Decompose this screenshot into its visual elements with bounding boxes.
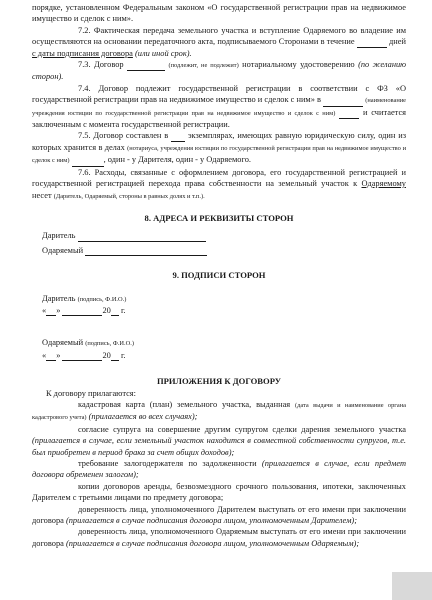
paragraph-7-4: 7.4. Договор подлежит государственной регистрации в соответствии с ФЗ «О государственной регистрации прав на недвижимое имущество и сделок с ним» в (наименование учреждения юстиции по государственной регистрации прав на недвижимое имущество и сделок с ним) и считается заключенным с момента государственной регистрации. (32, 83, 407, 130)
appendix-item-1: кадастровая карта (план) земельного участка, выданная (дата выдачи и наименование органа кадастрового учета) (прилагается во всех случаях); (32, 399, 406, 422)
paragraph-7-2: 7.2. Фактическая передача земельного участка и вступление Одаряемого во владение им осуществляются на основании передаточного акта, подписываемого Сторонами в течение дней с даты подписания договора (или иной срок). (32, 25, 406, 58)
appendix-item-5: доверенность лица, уполномоченного Дарителем выступать от его имени при заключении договора (прилагается в случае подписания договора лицом, уполномоченным Дарителем); (32, 504, 406, 526)
paragraph-7-3: 7.3. Договор (подлежит, не подлежит) нотариальному удостоверению (по желанию сторон). (32, 60, 407, 82)
section-9-title: 9. ПОДПИСИ СТОРОН (172, 270, 266, 281)
appendix-item-2: согласие супруга на совершение другим супругом сделки дарения земельного участка (прилагается в случае, если земельный участок находится в совместной собственности супругов, т.е. был приобретен в период брака за счет общих доходов); (32, 424, 406, 457)
paragraph-7-5: 7.5. Договор составлен в экземплярах, имеющих равную юридическую силу, один из которых хранится в делах (нотариуса, учреждения юстиции по государственной регистрации прав на недвижимое имущество и сделок с ним) , один - у Дарителя, один - у Одаряемого. (32, 130, 406, 166)
donee-address-line: Одаряемый (32, 245, 406, 256)
section-8-title: 8. АДРЕСА И РЕКВИЗИТЫ СТОРОН (144, 212, 294, 223)
paragraph-7-1-end: порядке, установленном Федеральным законом «О государственной регистрации прав на недвижимое имущество и сделок с ним». (32, 3, 406, 24)
donor-address-line: Даритель (32, 230, 406, 241)
appendices-title: ПРИЛОЖЕНИЯ К ДОГОВОРУ (156, 376, 282, 387)
appendices-intro: К договору прилагаются: (46, 388, 136, 398)
donor-signature-label: Даритель (подпись, Ф.И.О.) (42, 293, 127, 303)
donor-signature-date: « » 20 г. (42, 305, 126, 315)
donee-signature-date: « » 20 г. (42, 350, 126, 360)
corner-watermark (392, 572, 432, 600)
appendix-item-6: доверенность лица, уполномоченного Одаряемым выступать от его имени при заключении договора (прилагается в случае подписания договора лицом, уполномоченным Одаряемым); (32, 527, 406, 548)
appendix-item-4: копии договоров аренды, безвозмездного срочного пользования, ипотеки, заключенных Дарителем с третьими лицами по предмету договора; (32, 481, 406, 503)
paragraph-7-6: 7.6. Расходы, связанные с оформлением договора, его государственной регистрацией и государственной регистрацией перехода права собственности на земельный участок к Одаряемому несет (Даритель, Одаряемый, стороны в равных долях и т.п.). (32, 167, 406, 200)
donee-signature-label: Одаряемый (подпись, Ф.И.О.) (42, 338, 134, 348)
appendix-item-3: требование залогодержателя по задолженности (прилагается в случае, если предмет договора обременен залогом); (32, 459, 407, 480)
